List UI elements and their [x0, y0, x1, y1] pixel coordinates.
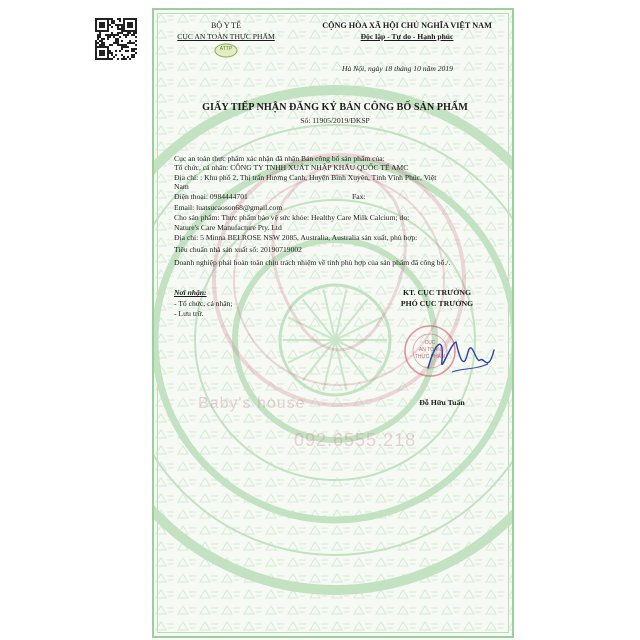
signer-name: Đỗ Hữu Tuấn: [419, 398, 465, 407]
standard-number: Tiêu chuẩn nhà sản xuất số: 20190719002: [174, 245, 302, 254]
document-title: GIẤY TIẾP NHẬN ĐĂNG KÝ BẢN CÔNG BỐ SẢN PHẨM: [202, 102, 468, 113]
qr-code: [95, 18, 137, 60]
recipients-label: Nơi nhận:: [174, 288, 207, 297]
manufacturer: Nature's Care Manufacture Pty. Ltd: [174, 223, 282, 232]
ministry-name: BỘ Y TẾ: [211, 21, 241, 30]
recipient-item: - Lưu trữ.: [174, 309, 204, 318]
address-line-1: Địa chỉ: : Khu phố 2, Thị trấn Hương Canh, Huyện Bình Xuyên, Tỉnh Vĩnh Phúc, Việt: [174, 173, 437, 182]
watermark-line-2: 092.6555.218: [294, 430, 417, 450]
address-line-2: Nam: [174, 182, 189, 191]
phone: Điện thoại: 0984444701: [174, 192, 248, 201]
national-motto: Độc lập - Tự do - Hạnh phúc: [360, 32, 454, 41]
signer-role-1: KT. CỤC TRƯỞNG: [402, 288, 472, 297]
country-name: CỘNG HÒA XÃ HỘI CHỦ NGHĨA VIỆT NAM: [322, 21, 492, 30]
agency-name: CỤC AN TOÀN THỰC PHẨM: [177, 32, 275, 41]
qr-code-pattern: [95, 18, 137, 60]
watermark-line-1: Baby's house: [198, 395, 306, 412]
agency-logo: [214, 43, 238, 58]
stamp-line: AN TOÀN: [418, 347, 442, 353]
email: Email: luatsucaoson68@gmail.com: [174, 203, 283, 212]
product-name: Cho sản phẩm: Thực phẩm bảo vệ sức khỏe: Healthy Care Milk Calcium; do:: [174, 213, 410, 222]
handwritten-signature: [422, 330, 502, 382]
certificate-sheet: [152, 8, 514, 638]
stamp-line: CỤC: [424, 340, 436, 346]
recipient-item: - Tổ chức, cá nhân;: [174, 299, 233, 308]
place-date: Hà Nội, ngày 18 tháng 10 năm 2019: [342, 64, 453, 73]
organization: Tổ chức, cá nhân: CÔNG TY TNHH XUẤT NHẬP KHẨU QUỐC TẾ AMC: [174, 163, 409, 172]
manufacturer-address: Địa chỉ: 5 Minna BELROSE NSW 2085, Australia, Australia sản xuất, phù hợp:: [174, 233, 418, 242]
responsibility-statement: Doanh nghiệp phải hoàn toàn chịu trách nhiệm về tính phù hợp của sản phẩm đã công bố./.: [174, 258, 451, 267]
fax: Fax:: [352, 192, 366, 201]
logo-text: ATTP: [219, 46, 233, 52]
document-number: Số: 11905/2019/ĐKSP: [300, 116, 370, 125]
signer-role-2: PHÓ CỤC TRƯỞNG: [400, 299, 474, 308]
stamp-line: THỰC PHẨM: [414, 354, 446, 360]
intro-text: Cục an toàn thực phẩm xác nhận đã nhận Bản công bố sản phẩm của:: [174, 154, 385, 163]
